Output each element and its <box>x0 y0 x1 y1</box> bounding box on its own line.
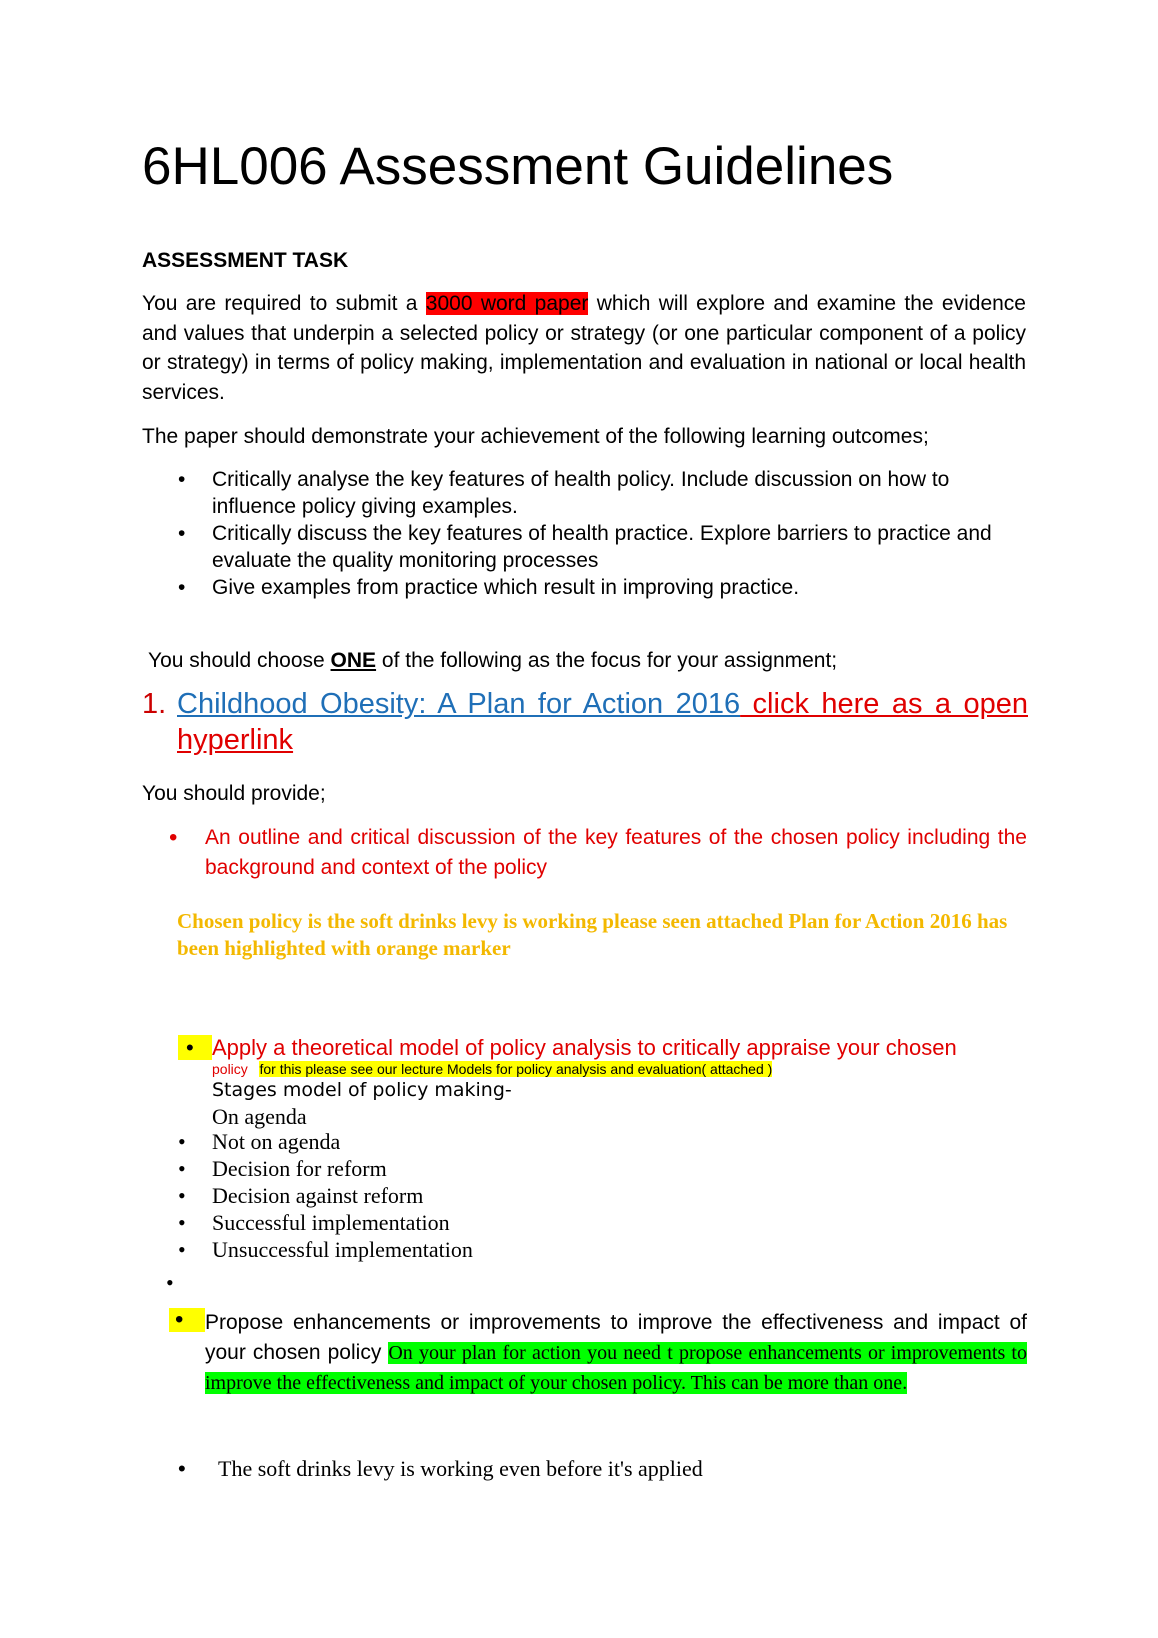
propose-requirement <box>175 1306 1027 1399</box>
intro-after: which will explore and examine the evidence and values that underpin a selected policy or strategy (or one particular component of a policy or strategy) in terms of policy making, implementation and evaluation in national or local health services. <box>142 292 1026 404</box>
list-item <box>178 1236 1012 1263</box>
stage-text: Unsuccessful implementation <box>212 1237 473 1262</box>
bullet-icon: • <box>178 1129 186 1154</box>
list-item <box>178 1209 1012 1236</box>
list-item <box>178 466 1032 520</box>
bullet-icon: • <box>178 1456 186 1481</box>
stage-text: Successful implementation <box>212 1210 450 1235</box>
final-note-text: The soft drinks levy is working even before it's applied <box>218 1456 703 1481</box>
choose-instruction <box>148 647 837 675</box>
outline-text: An outline and critical discussion of the key features of the chosen policy including the background and context of the policy <box>205 826 1027 879</box>
apply-small-word: policy <box>212 1061 248 1077</box>
hyperlink-note[interactable]: click here as a open hyperlink <box>177 688 1028 756</box>
policy-option <box>142 686 1028 758</box>
list-item <box>178 574 1032 601</box>
provide-intro: You should provide; <box>142 782 326 805</box>
stage-text: Decision against reform <box>212 1183 424 1208</box>
apply-model-requirement <box>186 1035 1032 1130</box>
final-note <box>178 1455 703 1483</box>
learning-outcomes-list <box>178 466 1032 601</box>
bullet-icon: • <box>178 468 186 491</box>
choose-before: You should choose <box>148 649 331 672</box>
list-item <box>178 1182 1012 1209</box>
bullet-icon: • <box>178 1183 186 1208</box>
stages-list <box>178 1128 1012 1263</box>
list-item <box>178 520 1032 574</box>
list-item <box>178 1128 1012 1155</box>
propose-note: On your plan for action you need t propose enhancements or improvements to improve the effectiveness and impact of your chosen policy. This can be more than one. <box>205 1341 1027 1394</box>
bullet-icon: • <box>178 522 186 545</box>
outcome-text: Critically analyse the key features of health policy. Include discussion on how to influence policy giving examples. <box>212 468 950 518</box>
stage-text: Decision for reform <box>212 1156 387 1181</box>
bullet-icon: • <box>169 1308 205 1332</box>
intro-paragraph <box>142 289 1026 407</box>
outcome-text: Critically discuss the key features of health practice. Explore barriers to practice and evaluate the quality monitoring processes <box>212 522 992 572</box>
list-item <box>178 1155 1012 1182</box>
assessment-task-heading: ASSESSMENT TASK <box>142 249 349 272</box>
apply-text: Apply a theoretical model of policy analysis to critically appraise your chosen <box>212 1035 957 1060</box>
policy-hyperlink[interactable]: Childhood Obesity: A Plan for Action 2016 <box>177 688 741 720</box>
intro-before: You are required to submit a <box>142 292 426 315</box>
bullet-icon: • <box>169 824 178 851</box>
outcome-text: Give examples from practice which result in improving practice. <box>212 576 800 599</box>
stage-text: Not on agenda <box>212 1129 341 1154</box>
document-title: 6HL006 Assessment Guidelines <box>142 137 894 196</box>
policy-number: 1. <box>142 688 167 720</box>
bullet-icon: • <box>178 1035 212 1060</box>
outline-requirement <box>169 823 1027 882</box>
bullet-icon: • <box>178 576 186 599</box>
choose-emphasis: ONE <box>330 649 377 672</box>
word-count-highlight: 3000 word paper <box>425 292 589 315</box>
bullet-icon: • <box>178 1237 186 1262</box>
stages-label: Stages model of policy making- <box>212 1079 512 1101</box>
chosen-policy-note: Chosen policy is the soft drinks levy is working please seen attached Plan for Action 2016 has been highlighted with orange marker <box>177 909 1008 960</box>
outcomes-intro: The paper should demonstrate your achievement of the following learning outcomes; <box>142 425 929 448</box>
empty-bullet-icon: • <box>166 1270 174 1295</box>
stage-on-agenda: On agenda <box>212 1104 307 1129</box>
apply-note-line <box>212 1061 1032 1078</box>
propose-text: Propose enhancements or improvements to improve the effectiveness and impact of your chosen policy <box>205 1311 1027 1364</box>
lecture-note: for this please see our lecture Models for policy analysis and evaluation( attached ) <box>259 1061 773 1077</box>
choose-after: of the following as the focus for your assignment; <box>376 649 838 672</box>
bullet-icon: • <box>178 1156 186 1181</box>
bullet-icon: • <box>178 1210 186 1235</box>
